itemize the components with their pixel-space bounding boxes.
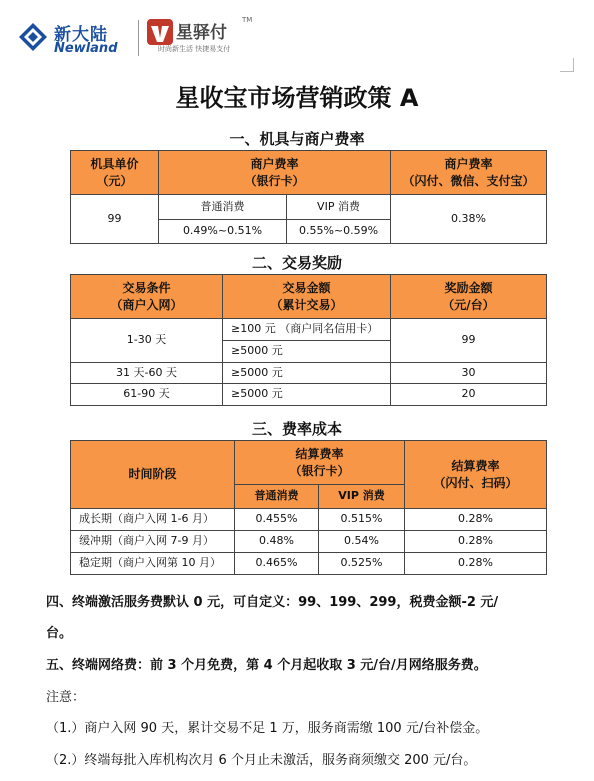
rate-cell: 0.515% bbox=[319, 509, 405, 531]
rate-cell: 0.55%~0.59% bbox=[287, 220, 391, 244]
page-header bbox=[14, 14, 574, 66]
table-row bbox=[71, 531, 547, 553]
header-cell: 商户费率 （银行卡） bbox=[159, 151, 391, 195]
amount-cell: ≥5000 元 bbox=[223, 384, 391, 406]
price-cell: 99 bbox=[71, 195, 159, 244]
rate-cell: 0.465% bbox=[235, 553, 319, 575]
rate-cell: 0.54% bbox=[319, 531, 405, 553]
header-cell: 结算费率 （银行卡） bbox=[235, 441, 405, 485]
header-cell: 时间阶段 bbox=[71, 441, 235, 509]
stage-cell: 缓冲期（商户入网 7-9 月） bbox=[71, 531, 235, 553]
newland-logo-cn: 新大陆 bbox=[54, 25, 108, 45]
section5-line1: 五、终端网络费：前 3 个月免费，第 4 个月起收取 3 元/台/月网络服务费。 bbox=[46, 658, 487, 673]
header-cell: 奖励金额 （元/台） bbox=[391, 275, 547, 319]
trademark-mark: TM bbox=[242, 16, 253, 24]
rate-cell: 0.38% bbox=[391, 195, 547, 244]
period-cell: 61-90 天 bbox=[71, 384, 223, 406]
section1-title: 一、机具与商户费率 bbox=[229, 130, 365, 148]
xingyifu-slogan: 时尚新生活 快捷易支付 bbox=[158, 45, 231, 53]
rate-cell: 0.455% bbox=[235, 509, 319, 531]
stage-cell: 成长期（商户入网 1-6 月） bbox=[71, 509, 235, 531]
reward-cell: 20 bbox=[391, 384, 547, 406]
fee-rate-table bbox=[70, 150, 547, 244]
header-cell: 商户费率 （闪付、微信、支付宝） bbox=[391, 151, 547, 195]
sub-header-cell: 普通消费 bbox=[159, 195, 287, 220]
sub-header-cell: VIP 消费 bbox=[319, 485, 405, 509]
period-cell: 1-30 天 bbox=[71, 319, 223, 363]
xingyifu-logo bbox=[146, 16, 266, 62]
reward-cell: 99 bbox=[391, 319, 547, 363]
xingyifu-logo-icon bbox=[146, 18, 174, 46]
sub-header-cell: 普通消费 bbox=[235, 485, 319, 509]
amount-cell: ≥100 元 （商户同名信用卡） bbox=[223, 319, 391, 341]
table-row bbox=[71, 553, 547, 575]
stage-cell: 稳定期（商户入网第 10 月） bbox=[71, 553, 235, 575]
xingyifu-logo-cn: 星驿付 bbox=[176, 23, 227, 43]
header-cell: 机具单价 （元） bbox=[71, 151, 159, 195]
page-title: 星收宝市场营销政策 A bbox=[175, 84, 419, 112]
cost-rate-table bbox=[70, 440, 547, 575]
rate-cell: 0.49%~0.51% bbox=[159, 220, 287, 244]
notes-label: 注意： bbox=[46, 690, 86, 705]
sub-header-cell: VIP 消费 bbox=[287, 195, 391, 220]
amount-cell: ≥5000 元 bbox=[223, 341, 391, 363]
rate-cell: 0.28% bbox=[405, 553, 547, 575]
newland-logo-icon bbox=[18, 22, 48, 52]
newland-logo bbox=[18, 18, 128, 60]
newland-logo-en: Newland bbox=[54, 41, 118, 56]
section3-title: 三、费率成本 bbox=[251, 420, 342, 438]
reward-cell: 30 bbox=[391, 363, 547, 384]
section4-line2: 台。 bbox=[46, 626, 73, 641]
rate-cell: 0.28% bbox=[405, 509, 547, 531]
header-cell: 交易金额 （累计交易） bbox=[223, 275, 391, 319]
header-cell: 交易条件 （商户入网） bbox=[71, 275, 223, 319]
page-corner-mark bbox=[560, 58, 574, 72]
rate-cell: 0.525% bbox=[319, 553, 405, 575]
section2-title: 二、交易奖励 bbox=[251, 254, 342, 272]
period-cell: 31 天-60 天 bbox=[71, 363, 223, 384]
section4-line1: 四、终端激活服务费默认 0 元，可自定义：99、199、299，税费金额-2 元/ bbox=[46, 595, 499, 610]
table-row bbox=[71, 509, 547, 531]
rate-cell: 0.28% bbox=[405, 531, 547, 553]
note-item: （1.）商户入网 90 天，累计交易不足 1 万，服务商需缴 100 元/台补偿金。 bbox=[46, 721, 489, 736]
header-cell: 结算费率 （闪付、扫码） bbox=[405, 441, 547, 509]
rate-cell: 0.48% bbox=[235, 531, 319, 553]
note-item: （2.）终端每批入库机构次月 6 个月止未激活，服务商须缴交 200 元/台。 bbox=[46, 753, 477, 768]
reward-table bbox=[70, 274, 547, 406]
logo-separator bbox=[138, 20, 139, 56]
amount-cell: ≥5000 元 bbox=[223, 363, 391, 384]
